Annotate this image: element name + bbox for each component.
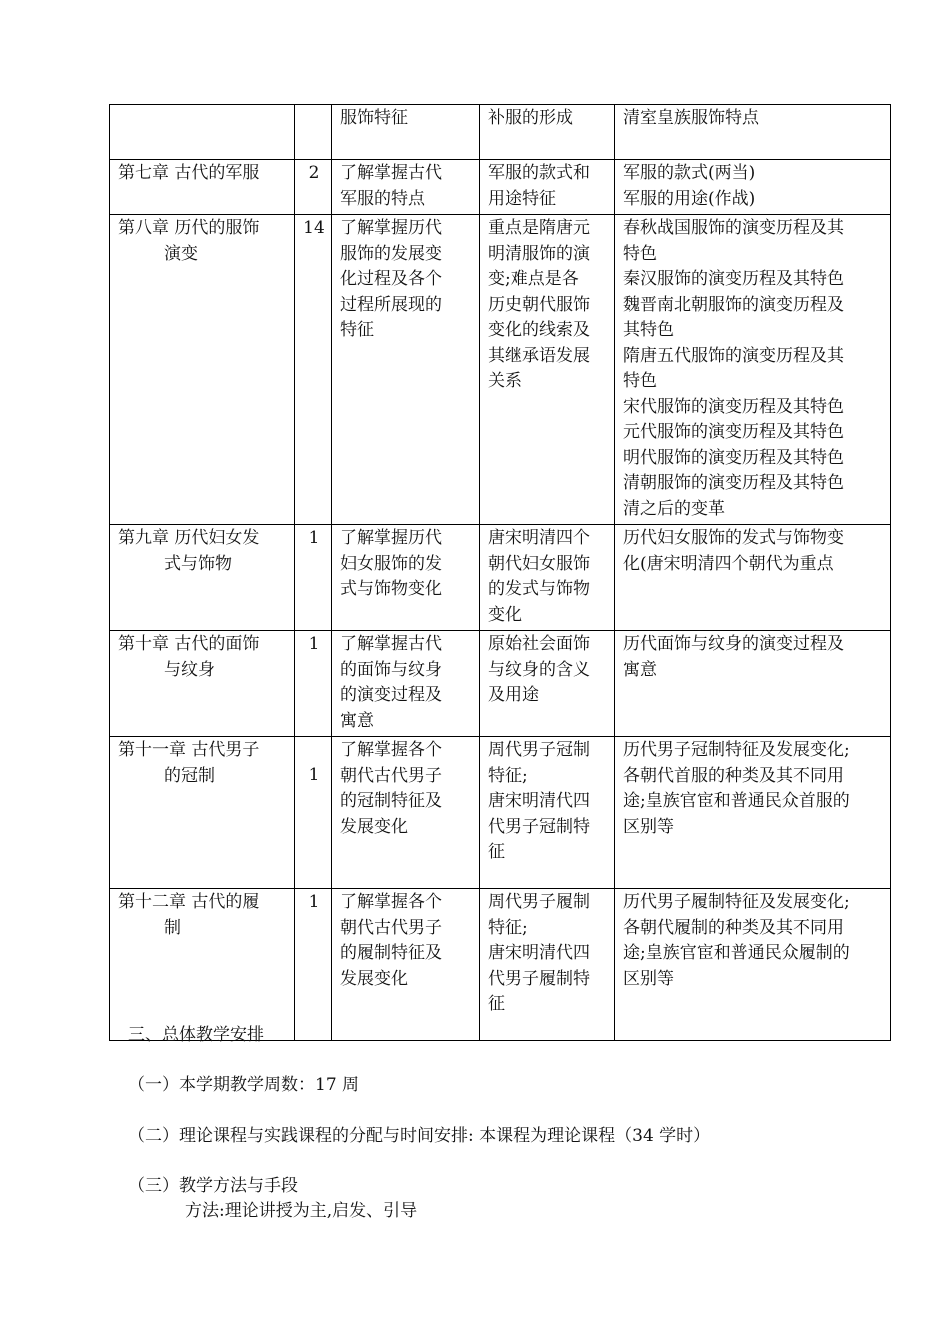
cell-text-line: 特色 (623, 243, 657, 264)
cell-text-line: 的面饰与纹身 (340, 659, 442, 680)
cell-text-line: 服饰的发展变 (340, 243, 442, 264)
hours-cell: 1 (295, 889, 332, 1041)
weeks-item: （一）本学期教学周数：17 周 (128, 1075, 360, 1095)
chapter-title-line: 式与饰物 (164, 553, 232, 574)
cell-text-line: 重点是隋唐元 (488, 218, 590, 238)
cell-text-line: 征 (488, 994, 505, 1014)
objective-cell (332, 631, 480, 737)
cell-text-line: 元代服饰的演变历程及其特色 (623, 422, 844, 442)
cell-text-line: 的履制特征及 (340, 943, 442, 963)
cell-text-line: 唐宋明清四个 (488, 528, 590, 548)
cell-text-line: 的冠制特征及 (340, 791, 442, 811)
cell-text-line: 了解掌握历代 (340, 218, 442, 238)
hours-cell: 1 (295, 737, 332, 889)
cell-text-line: 清之后的变革 (623, 498, 725, 519)
course-allocation-item: （二）理论课程与实践课程的分配与时间安排: 本课程为理论课程（34 学时） (128, 1126, 711, 1146)
chapter-cell (110, 160, 295, 215)
cell-text-line: 变化的线索及 (488, 320, 590, 340)
cell-text-line: 隋唐五代服饰的演变历程及其 (623, 345, 844, 366)
cell-text-line: 朝代妇女服饰 (488, 553, 590, 574)
cell-text-line: 原始社会面饰 (488, 634, 590, 654)
cell-text-line: 特色 (623, 371, 657, 391)
cell-text-line: 魏晋南北朝服饰的演变历程及 (623, 294, 844, 315)
cell-text-line: 了解掌握各个 (340, 740, 442, 760)
cell-text-line: 军服的用途(作战) (623, 188, 756, 209)
cell-text-line: 变化 (488, 604, 522, 625)
chapter-title-line: 第九章 历代妇女发 (118, 528, 260, 548)
cell-text-line: 其继承语发展 (488, 345, 590, 366)
cell-text-line: 的演变过程及 (340, 685, 442, 705)
hours-cell: 1 (295, 631, 332, 737)
cell-text-line: 用途特征 (488, 188, 556, 209)
key-points-cell (480, 160, 615, 215)
chapter-title-line: 第八章 历代的服饰 (118, 218, 260, 238)
cell-text-line: 朝代古代男子 (340, 765, 442, 786)
key-points-cell (480, 889, 615, 1041)
cell-text-line: 军服的款式和 (488, 163, 590, 183)
cell-text-line: 式与饰物变化 (340, 579, 442, 599)
cell-text-line: 化(唐宋明清四个朝代为重点 (623, 553, 834, 574)
cell-text-line: 变;难点是各 (488, 269, 579, 289)
cell-text-line: 发展变化 (340, 816, 408, 837)
table-row (110, 631, 891, 737)
objective-cell (332, 525, 480, 631)
syllabus-table-body (110, 105, 891, 1041)
syllabus-table (109, 104, 891, 1041)
cell-text-line: 特征 (340, 320, 374, 340)
chapter-cell (110, 631, 295, 737)
chapter-title-line (118, 187, 288, 213)
cell-text-line: 唐宋明清代四 (488, 943, 590, 963)
cell-text-line: 代男子履制特 (488, 968, 590, 989)
cell-text-line: 清室皇族服饰特点 (623, 108, 759, 128)
key-points-cell (480, 105, 615, 160)
cell-text-line: 过程所展现的 (340, 294, 442, 315)
content-cell (615, 889, 891, 1041)
key-points-cell (480, 737, 615, 889)
table-row (110, 105, 891, 160)
key-points-cell (480, 215, 615, 525)
cell-text-line: 历代男子履制特征及发展变化; (623, 892, 850, 912)
objective-cell (332, 737, 480, 889)
chapter-cell (110, 889, 295, 1041)
chapter-title-line: 演变 (164, 243, 198, 264)
cell-text-line: 秦汉服饰的演变历程及其特色 (623, 269, 844, 289)
cell-text-line: 历代面饰与纹身的演变过程及 (623, 634, 844, 654)
cell-text-line: 春秋战国服饰的演变历程及其 (623, 218, 844, 238)
chapter-cell (110, 215, 295, 525)
teaching-methods-item: （三）教学方法与手段 (128, 1176, 298, 1196)
chapter-title-line (118, 132, 288, 158)
cell-text-line: 寓意 (623, 659, 657, 680)
table-row (110, 737, 891, 889)
section-heading: 三、总体教学安排 (128, 1025, 264, 1045)
chapter-title-line: 第十章 古代的面饰 (118, 634, 260, 654)
cell-text-line: 发展变化 (340, 968, 408, 989)
chapter-title-line: 制 (164, 917, 181, 938)
key-points-cell (480, 525, 615, 631)
table-row (110, 215, 891, 525)
cell-text-line: 历代妇女服饰的发式与饰物变 (623, 528, 844, 548)
table-row (110, 525, 891, 631)
hours-cell: 1 (295, 525, 332, 631)
objective-cell (332, 105, 480, 160)
chapter-title-line: 第七章 古代的军服 (118, 163, 260, 183)
cell-text-line: 区别等 (623, 816, 674, 837)
cell-text-line: 代男子冠制特 (488, 816, 590, 837)
hours-cell: 2 (295, 160, 332, 215)
cell-text-line: 特征; (488, 765, 528, 786)
cell-text-line: 历史朝代服饰 (488, 294, 590, 315)
cell-text-line: 军服的款式(两当) (623, 163, 756, 183)
cell-text-line: 途;皇族官宦和普通民众首服的 (623, 791, 850, 811)
cell-text-line: 周代男子履制 (488, 892, 590, 912)
cell-text-line: 朝代古代男子 (340, 917, 442, 938)
objective-cell (332, 215, 480, 525)
cell-text-line: 军服的特点 (340, 188, 425, 209)
content-cell (615, 737, 891, 889)
teaching-methods-detail: 方法:理论讲授为主,启发、引导 (185, 1201, 418, 1221)
content-cell (615, 160, 891, 215)
cell-text-line: 的发式与饰物 (488, 579, 590, 599)
hours-cell (295, 105, 332, 160)
cell-text-line: 各朝代首服的种类及其不同用 (623, 765, 844, 786)
cell-text-line: 及用途 (488, 685, 539, 705)
chapter-cell (110, 525, 295, 631)
content-cell (615, 105, 891, 160)
key-points-cell (480, 631, 615, 737)
cell-text-line: 宋代服饰的演变历程及其特色 (623, 396, 844, 417)
cell-text-line: 了解掌握历代 (340, 528, 442, 548)
cell-text-line: 化过程及各个 (340, 269, 442, 289)
cell-text-line: 补服的形成 (488, 108, 573, 128)
objective-cell (332, 160, 480, 215)
chapter-title-line: 与纹身 (164, 659, 215, 680)
table-row (110, 160, 891, 215)
cell-text-line: 与纹身的含义 (488, 659, 590, 680)
hours-cell: 14 (295, 215, 332, 525)
cell-text-line: 特征; (488, 917, 528, 938)
cell-text-line: 明清服饰的演 (488, 243, 590, 264)
chapter-title-line: 的冠制 (164, 765, 215, 786)
cell-text-line: 其特色 (623, 320, 674, 340)
cell-text-line: 了解掌握古代 (340, 634, 442, 654)
cell-text-line: 关系 (488, 371, 522, 391)
chapter-cell (110, 737, 295, 889)
cell-text-line: 明代服饰的演变历程及其特色 (623, 447, 844, 468)
content-cell (615, 215, 891, 525)
cell-text-line: 区别等 (623, 968, 674, 989)
table-row (110, 889, 891, 1041)
content-cell (615, 525, 891, 631)
cell-text-line: 历代男子冠制特征及发展变化; (623, 740, 850, 760)
cell-text-line: 各朝代履制的种类及其不同用 (623, 917, 844, 938)
cell-text-line: 征 (488, 842, 505, 862)
content-cell (615, 631, 891, 737)
cell-text-line: 唐宋明清代四 (488, 791, 590, 811)
cell-text-line: 了解掌握古代 (340, 163, 442, 183)
cell-text-line: 途;皇族官宦和普通民众履制的 (623, 943, 850, 963)
cell-text-line: 清朝服饰的演变历程及其特色 (623, 473, 844, 493)
chapter-title-line: 第十一章 古代男子 (118, 740, 260, 760)
chapter-title-line: 第十二章 古代的履 (118, 892, 260, 912)
chapter-cell (110, 105, 295, 160)
cell-text-line: 了解掌握各个 (340, 892, 442, 912)
objective-cell (332, 889, 480, 1041)
cell-text-line: 周代男子冠制 (488, 740, 590, 760)
cell-text-line: 服饰特征 (340, 108, 408, 128)
cell-text-line: 寓意 (340, 710, 374, 731)
cell-text-line: 妇女服饰的发 (340, 553, 442, 574)
chapter-title-line (118, 106, 288, 132)
